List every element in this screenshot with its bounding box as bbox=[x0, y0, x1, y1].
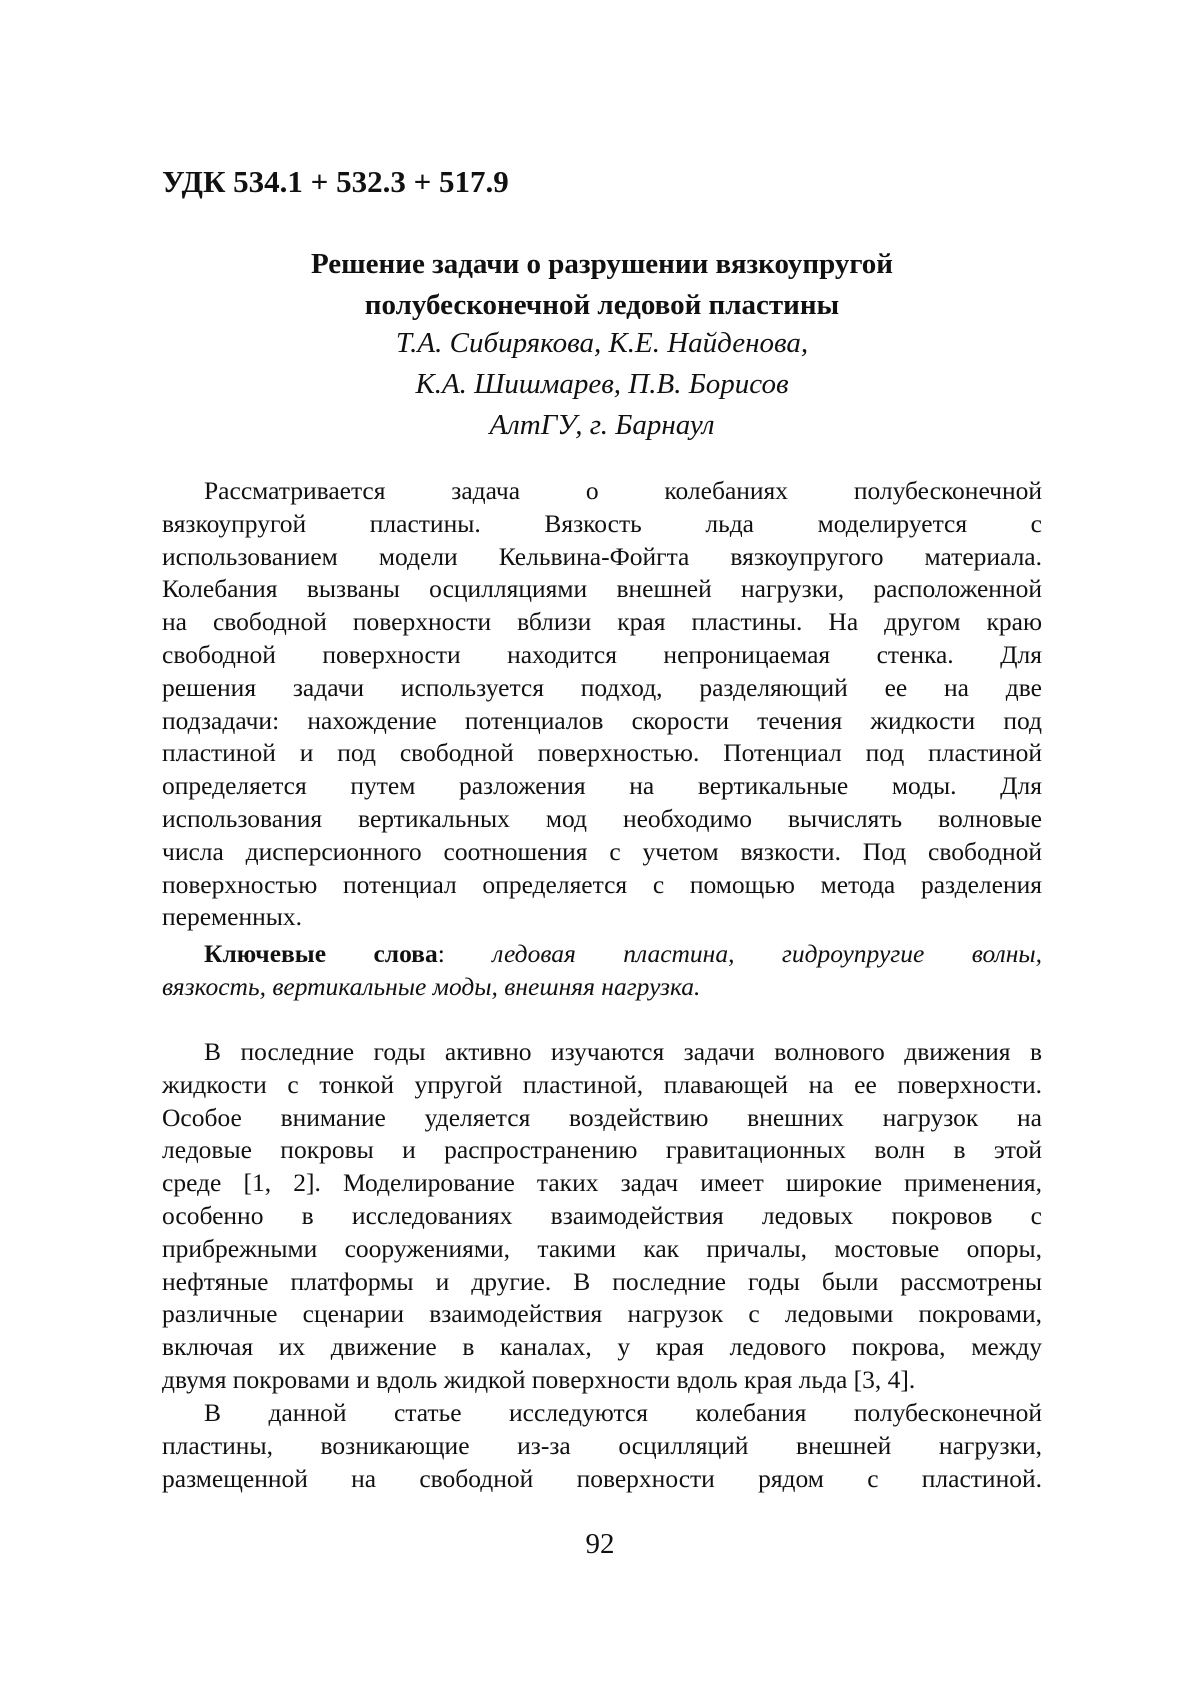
body-line: включая их движение в каналах, у края ледового покрова, между bbox=[162, 1331, 1042, 1364]
title-line: Решение задачи о разрушении вязкоупругой bbox=[162, 244, 1042, 285]
keywords-line bbox=[162, 938, 1042, 971]
title-line: полубесконечной ледовой пластины bbox=[162, 285, 1042, 326]
abstract-line: решения задачи используется подход, разделяющий ее на две bbox=[162, 672, 1042, 705]
keywords-list: ледовая пластина, гидроупругие волны, bbox=[492, 939, 1042, 968]
abstract-line: на свободной поверхности вблизи края пластины. На другом краю bbox=[162, 606, 1042, 639]
body-line: различные сценарии взаимодействия нагрузок с ледовыми покровами, bbox=[162, 1298, 1042, 1331]
abstract-line: использованием модели Кельвина-Фойгта вязкоупругого материала. bbox=[162, 541, 1042, 574]
abstract-line: свободной поверхности находится непроницаемая стенка. Для bbox=[162, 639, 1042, 672]
authors-block bbox=[162, 323, 1042, 446]
body-paragraph bbox=[162, 1397, 1042, 1495]
abstract-line: использования вертикальных мод необходимо вычислять волновые bbox=[162, 803, 1042, 836]
keywords-label: Ключевые слова bbox=[204, 939, 438, 968]
keywords-separator: : bbox=[438, 939, 445, 968]
abstract-line: определяется путем разложения на вертикальные моды. Для bbox=[162, 770, 1042, 803]
body-line: Особое внимание уделяется воздействию внешних нагрузок на bbox=[162, 1102, 1042, 1135]
body-line: пластины, возникающие из-за осцилляций внешней нагрузки, bbox=[162, 1430, 1042, 1463]
body-line: В данной статье исследуются колебания полубесконечной bbox=[162, 1397, 1042, 1430]
abstract-line: Рассматривается задача о колебаниях полубесконечной bbox=[162, 475, 1042, 508]
abstract-line: переменных. bbox=[162, 901, 1042, 934]
authors-line: К.А. Шишмарев, П.В. Борисов bbox=[162, 364, 1042, 405]
body-line: двумя покровами и вдоль жидкой поверхности вдоль края льда [3, 4]. bbox=[162, 1364, 1042, 1397]
authors-line: Т.А. Сибирякова, К.Е. Найденова, bbox=[162, 323, 1042, 364]
abstract-line: Колебания вызваны осцилляциями внешней нагрузки, расположенной bbox=[162, 573, 1042, 606]
body-line: В последние годы активно изучаются задачи волнового движения в bbox=[162, 1036, 1042, 1069]
abstract-line: вязкоупругой пластины. Вязкость льда моделируется с bbox=[162, 508, 1042, 541]
abstract-line: числа дисперсионного соотношения с учетом вязкости. Под свободной bbox=[162, 836, 1042, 869]
keywords-list: вязкость, вертикальные моды, внешняя нагрузка. bbox=[162, 971, 1042, 1004]
body-line: среде [1, 2]. Моделирование таких задач имеет широкие применения, bbox=[162, 1167, 1042, 1200]
body-line: размещенной на свободной поверхности рядом с пластиной. bbox=[162, 1463, 1042, 1496]
abstract-line: пластиной и под свободной поверхностью. Потенциал под пластиной bbox=[162, 737, 1042, 770]
abstract-paragraph bbox=[162, 475, 1042, 934]
body-paragraph bbox=[162, 1036, 1042, 1397]
abstract-line: подзадачи: нахождение потенциалов скорости течения жидкости под bbox=[162, 705, 1042, 738]
body-line: жидкости с тонкой упругой пластиной, плавающей на ее поверхности. bbox=[162, 1069, 1042, 1102]
udk-code: УДК 534.1 + 532.3 + 517.9 bbox=[162, 162, 509, 202]
article-title bbox=[162, 244, 1042, 326]
affiliation: АлтГУ, г. Барнаул bbox=[162, 405, 1042, 446]
body-line: нефтяные платформы и другие. В последние годы были рассмотрены bbox=[162, 1266, 1042, 1299]
document-page bbox=[0, 0, 1200, 1703]
keywords-block bbox=[162, 938, 1042, 1004]
abstract-line: поверхностью потенциал определяется с помощью метода разделения bbox=[162, 869, 1042, 902]
body-line: ледовые покровы и распространению гравитационных волн в этой bbox=[162, 1134, 1042, 1167]
body-line: прибрежными сооружениями, такими как причалы, мостовые опоры, bbox=[162, 1233, 1042, 1266]
body-line: особенно в исследованиях взаимодействия ледовых покровов с bbox=[162, 1200, 1042, 1233]
page-number: 92 bbox=[0, 1526, 1200, 1562]
